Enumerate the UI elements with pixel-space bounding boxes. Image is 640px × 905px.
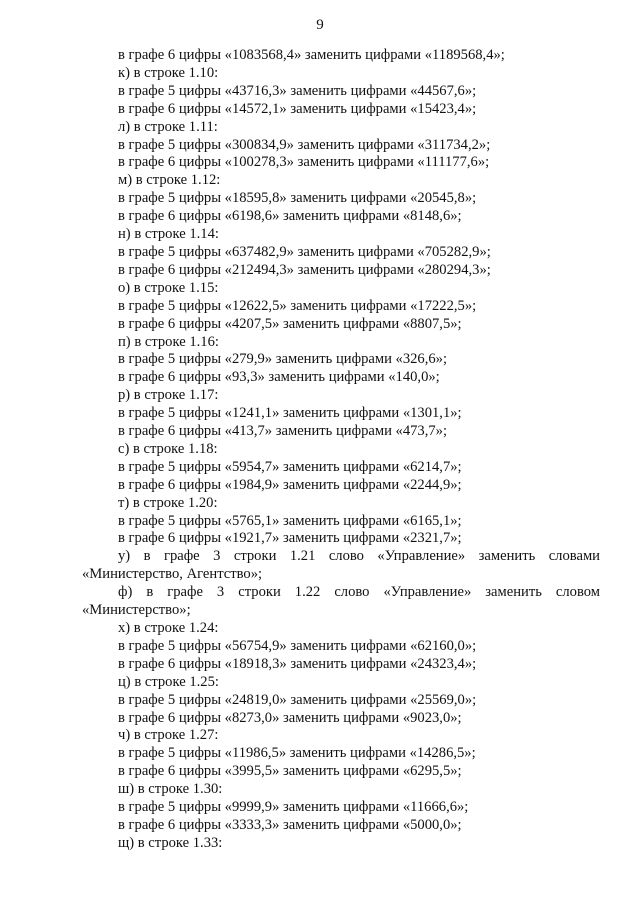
- text-line: п) в строке 1.16:: [118, 333, 219, 350]
- text-line: р) в строке 1.17:: [118, 387, 219, 404]
- text-line: в графе 5 цифры «279,9» заменить цифрами «326,6»;: [118, 351, 448, 368]
- text-line: «Министерство, Агентство»;: [82, 566, 263, 583]
- text-line: в графе 6 цифры «8273,0» заменить цифрами «9023,0»;: [118, 709, 462, 726]
- text-line: т) в строке 1.20:: [118, 494, 218, 511]
- text-line: в графе 5 цифры «24819,0» заменить цифрами «25569,0»;: [118, 691, 477, 708]
- text-line: к) в строке 1.10:: [118, 64, 219, 81]
- text-line: в графе 6 цифры «3333,3» заменить цифрами «5000,0»;: [118, 816, 462, 833]
- text-line: ц) в строке 1.25:: [118, 673, 219, 690]
- text-line: в графе 5 цифры «5765,1» заменить цифрами «6165,1»;: [118, 512, 462, 529]
- text-line: в графе 6 цифры «3995,5» заменить цифрами «6295,5»;: [118, 763, 462, 780]
- text-line: в графе 6 цифры «1984,9» заменить цифрами «2244,9»;: [118, 476, 462, 493]
- text-line: в графе 5 цифры «9999,9» заменить цифрами «11666,6»;: [118, 799, 469, 816]
- text-line: с) в строке 1.18:: [118, 440, 218, 457]
- text-line: л) в строке 1.11:: [118, 118, 218, 135]
- text-line: в графе 5 цифры «43716,3» заменить цифрами «44567,6»;: [118, 82, 477, 99]
- text-line: в графе 6 цифры «4207,5» заменить цифрами «8807,5»;: [118, 315, 462, 332]
- text-line: в графе 6 цифры «6198,6» заменить цифрами «8148,6»;: [118, 208, 462, 225]
- document-body: [82, 47, 600, 853]
- text-line: в графе 5 цифры «18595,8» заменить цифрами «20545,8»;: [118, 190, 477, 207]
- text-line: в графе 5 цифры «5954,7» заменить цифрами «6214,7»;: [118, 458, 462, 475]
- text-line: в графе 6 цифры «18918,3» заменить цифрами «24323,4»;: [118, 655, 477, 672]
- text-line: в графе 6 цифры «413,7» заменить цифрами «473,7»;: [118, 423, 448, 440]
- text-line: ч) в строке 1.27:: [118, 727, 219, 744]
- text-line: в графе 6 цифры «1083568,4» заменить цифрами «1189568,4»;: [118, 47, 505, 63]
- text-line: в графе 5 цифры «637482,9» заменить цифрами «705282,9»;: [118, 243, 491, 260]
- page-number: 9: [316, 17, 324, 33]
- text-line: у) в графе 3 строки 1.21 слово «Управление» заменить словами: [118, 548, 600, 565]
- text-line: н) в строке 1.14:: [118, 226, 219, 243]
- text-line: щ) в строке 1.33:: [118, 834, 223, 851]
- text-line: «Министерство»;: [82, 602, 191, 619]
- text-line: ф) в графе 3 строки 1.22 слово «Управление» заменить словом: [118, 584, 600, 601]
- text-line: в графе 5 цифры «1241,1» заменить цифрами «1301,1»;: [118, 405, 462, 422]
- text-line: в графе 6 цифры «212494,3» заменить цифрами «280294,3»;: [118, 261, 491, 278]
- text-line: в графе 6 цифры «14572,1» заменить цифрами «15423,4»;: [118, 100, 477, 117]
- text-line: в графе 6 цифры «100278,3» заменить цифрами «111177,6»;: [118, 154, 490, 171]
- text-line: в графе 5 цифры «12622,5» заменить цифрами «17222,5»;: [118, 297, 477, 314]
- text-line: в графе 5 цифры «300834,9» заменить цифрами «311734,2»;: [118, 136, 491, 153]
- text-line: в графе 6 цифры «93,3» заменить цифрами «140,0»;: [118, 369, 440, 386]
- text-line: в графе 5 цифры «11986,5» заменить цифрами «14286,5»;: [118, 745, 476, 762]
- text-line: в графе 5 цифры «56754,9» заменить цифрами «62160,0»;: [118, 637, 477, 654]
- text-line: ш) в строке 1.30:: [118, 781, 223, 798]
- text-line: в графе 6 цифры «1921,7» заменить цифрами «2321,7»;: [118, 530, 462, 547]
- text-line: м) в строке 1.12:: [118, 172, 221, 189]
- text-line: х) в строке 1.24:: [118, 620, 219, 636]
- text-line: о) в строке 1.15:: [118, 279, 219, 296]
